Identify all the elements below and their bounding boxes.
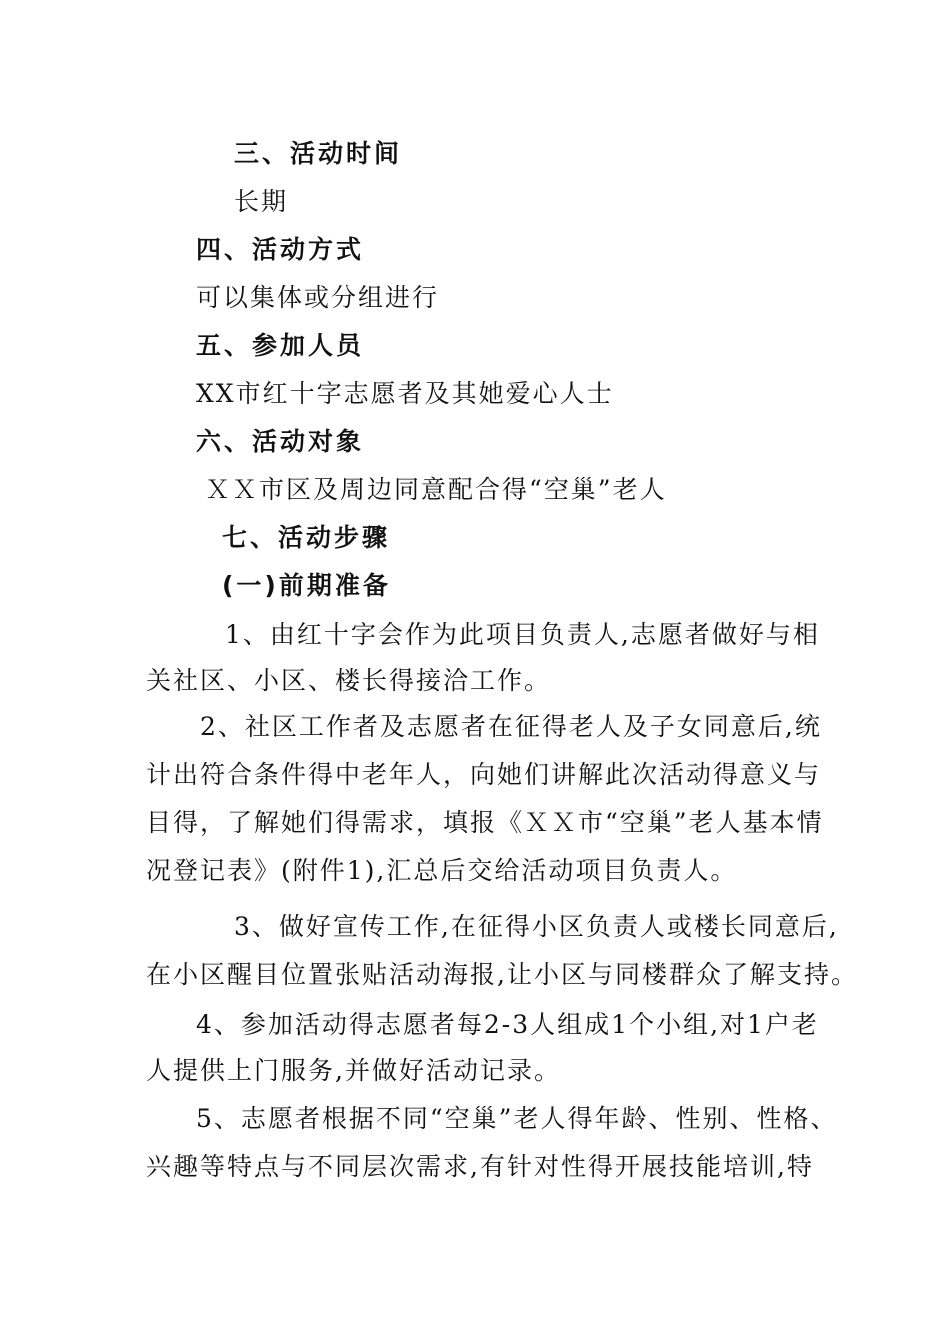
step-2-line-4: 况登记表》(附件1),汇总后交给活动项目负责人。 [146, 856, 738, 885]
section-7-heading: 七、活动步骤 [222, 523, 391, 552]
section-5-heading: 五、参加人员 [196, 331, 365, 360]
step-3-line-1: 3、做好宣传工作,在征得小区负责人或楼长同意后, [234, 912, 839, 941]
section-7-subheading: (一)前期准备 [222, 571, 391, 600]
section-4-heading: 四、活动方式 [196, 235, 365, 264]
section-4-body: 可以集体或分组进行 [196, 283, 440, 312]
step-5-line-1: 5、志愿者根据不同“空巢”老人得年龄、性别、性格、 [196, 1104, 838, 1133]
step-1-line-2: 关社区、小区、楼长得接洽工作。 [146, 666, 552, 695]
step-2-line-3: 目得，了解她们得需求，填报《ＸＸ市“空巢”老人基本情 [146, 808, 824, 837]
step-4-line-1: 4、参加活动得志愿者每2-3人组成1个小组,对1户老 [196, 1010, 819, 1039]
section-3-heading: 三、活动时间 [234, 139, 403, 168]
step-1-line-1: 1、由红十字会作为此项目负责人,志愿者做好与相 [225, 620, 820, 649]
step-3-line-2: 在小区醒目位置张贴活动海报,让小区与同楼群众了解支持。 [146, 960, 858, 989]
section-6-heading: 六、活动对象 [196, 427, 365, 456]
step-5-line-2: 兴趣等特点与不同层次需求,有针对性得开展技能培训,特 [146, 1152, 814, 1181]
step-4-line-2: 人提供上门服务,并做好活动记录。 [146, 1056, 561, 1085]
section-6-body: ＸＸ市区及周边同意配合得“空巢”老人 [205, 475, 667, 504]
step-2-line-1: 2、社区工作者及志愿者在征得老人及子女同意后,统 [200, 712, 822, 741]
step-2-line-2: 计出符合条件得中老年人，向她们讲解此次活动得意义与 [146, 760, 822, 789]
section-3-body: 长期 [234, 187, 289, 216]
section-5-body: XX市红十字志愿者及其她爱心人士 [196, 379, 614, 408]
